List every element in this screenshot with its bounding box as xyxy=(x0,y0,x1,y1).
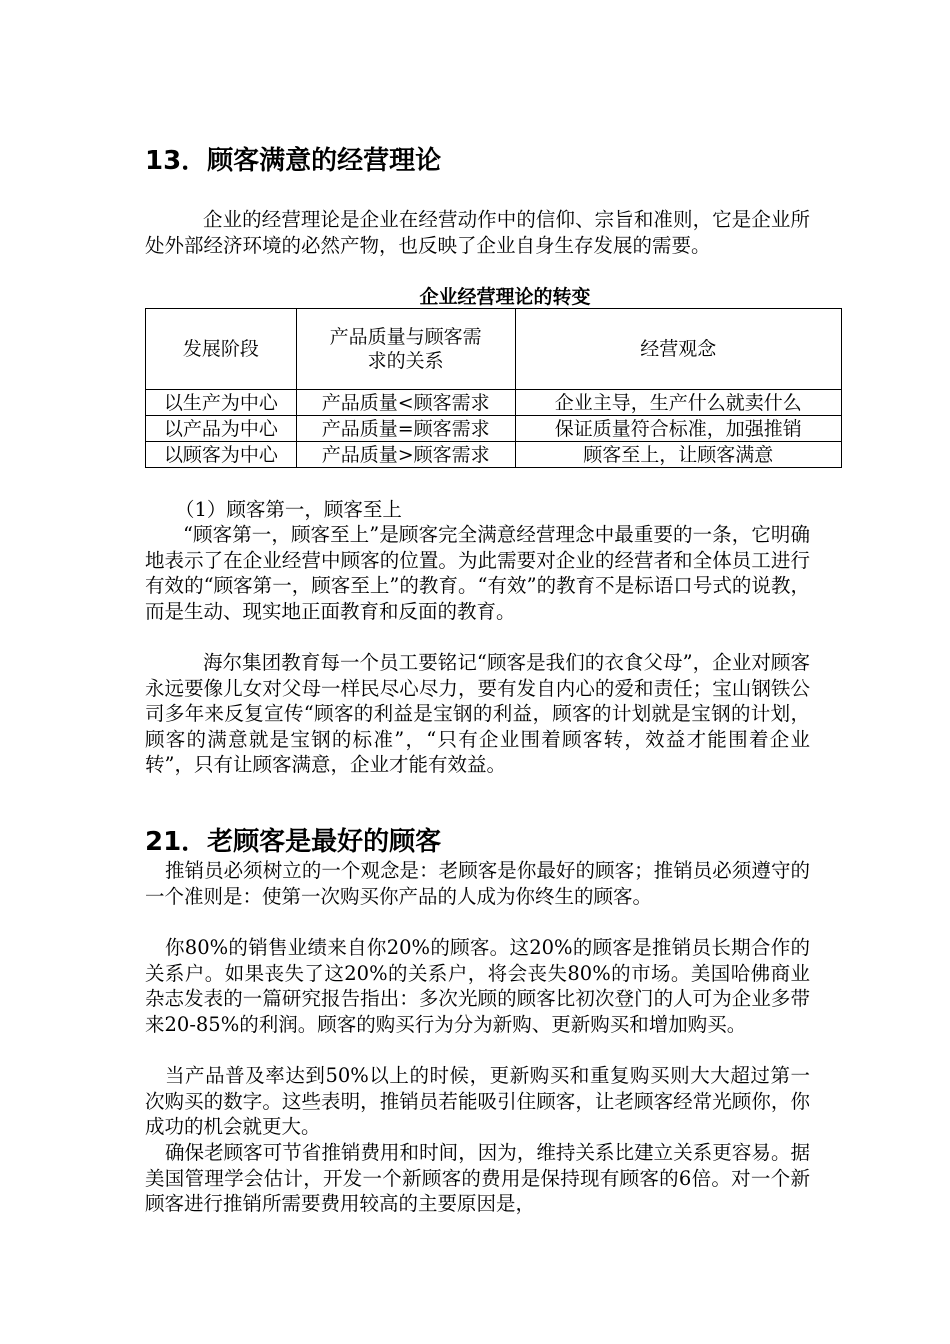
body-paragraph: 海尔集团教育每一个员工要铭记“顾客是我们的衣食父母”，企业对顾客永远要像儿女对父母一样民尽心尽力，要有发自内心的爱和责任；宝山钢铁公司多年来反复宣传“顾客的利益是宝钢的利益，顾客的计划就是宝钢的计划，顾客的满意就是宝钢的标准”，“只有企业围着顾客转，效益才能围着企业转”，只有让顾客满意，企业才能有效益。 xyxy=(145,651,810,776)
table-header-cell: 产品质量与顾客需求的关系 xyxy=(296,309,515,390)
subheading-customer-first: （1）顾客第一，顾客至上 xyxy=(175,498,402,521)
business-theory-table xyxy=(145,308,842,468)
table-header-row xyxy=(146,309,842,390)
body-paragraph: 推销员必须树立的一个观念是：老顾客是你最好的顾客；推销员必须遵守的一个准则是：使第一次购买你产品的人成为你终生的顾客。 xyxy=(145,859,810,908)
table-cell: 顾客至上，让顾客满意 xyxy=(515,442,841,468)
table-row xyxy=(146,442,842,468)
table-cell: 保证质量符合标准，加强推销 xyxy=(515,416,841,442)
table-cell: 产品质量=顾客需求 xyxy=(296,416,515,442)
body-paragraph: 当产品普及率达到50%以上的时候，更新购买和重复购买则大大超过第一次购买的数字。这些表明，推销员若能吸引住顾客，让老顾客经常光顾你，你成功的机会就更大。 xyxy=(145,1064,810,1138)
table-cell: 以产品为中心 xyxy=(146,416,297,442)
table-caption: 企业经营理论的转变 xyxy=(419,286,591,308)
table-cell: 以顾客为中心 xyxy=(146,442,297,468)
body-paragraph: 你80%的销售业绩来自你20%的顾客。这20%的顾客是推销员长期合作的关系户。如果丧失了这20%的关系户，将会丧失80%的市场。美国哈佛商业杂志发表的一篇研究报告指出：多次光顾的顾客比初次登门的人可为企业多带来20-85%的利润。顾客的购买行为分为新购、更新购买和增加购买。 xyxy=(145,936,810,1036)
table-cell: 产品质量<顾客需求 xyxy=(296,390,515,416)
table-header-cell: 经营观念 xyxy=(515,309,841,390)
table-row xyxy=(146,390,842,416)
table-row xyxy=(146,416,842,442)
intro-paragraph: 企业的经营理论是企业在经营动作中的信仰、宗旨和准则，它是企业所处外部经济环境的必然产物，也反映了企业自身生存发展的需要。 xyxy=(145,208,810,257)
body-paragraph: 确保老顾客可节省推销费用和时间，因为，维持关系比建立关系更容易。据美国管理学会估计，开发一个新顾客的费用是保持现有顾客的6倍。对一个新顾客进行推销所需要费用较高的主要原因是， xyxy=(145,1141,810,1215)
table-header-cell: 发展阶段 xyxy=(146,309,297,390)
table-cell: 以生产为中心 xyxy=(146,390,297,416)
table-cell: 产品质量>顾客需求 xyxy=(296,442,515,468)
section-heading-13: 13．顾客满意的经营理论 xyxy=(145,146,442,176)
table-cell: 企业主导，生产什么就卖什么 xyxy=(515,390,841,416)
body-paragraph: “顾客第一，顾客至上”是顾客完全满意经营理念中最重要的一条，它明确地表示了在企业经营中顾客的位置。为此需要对企业的经营者和全体员工进行有效的“顾客第一，顾客至上”的教育。“有效”的教育不是标语口号式的说教，而是生动、现实地正面教育和反面的教育。 xyxy=(145,523,810,623)
section-heading-21: 21．老顾客是最好的顾客 xyxy=(145,827,442,857)
